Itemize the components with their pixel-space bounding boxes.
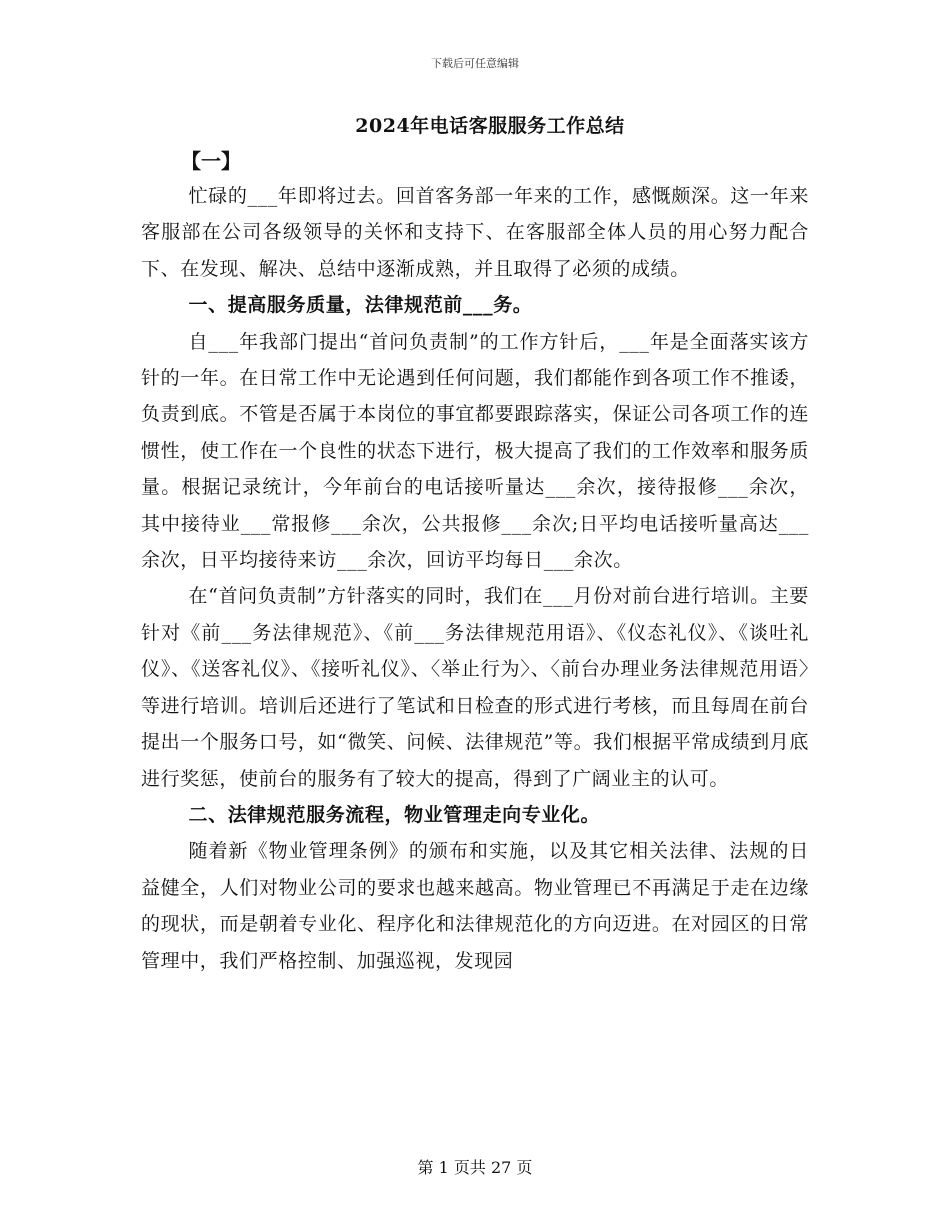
paragraph-service-quality: 自___年我部门提出“首问负责制”的工作方针后，___年是全面落实该方针的一年。在日常工作中无论遇到任何问题，我们都能作到各项工作不推诿，负责到底。不管是否属于本岗位的事宜都要跟踪落实，保证公司各项工作的连惯性，使工作在一个良性的状态下进行，极大提高了我们的工作效率和服务质量。根据记录统计，今年前台的电话接听量达___余次，接待报修___余次，其中接待业___常报修___余次，公共报修___余次;日平均电话接听量高达___余次，日平均接待来访___余次，回访平均每日___余次。 [141,330,809,572]
paragraph-training: 在“首问负责制”方针落实的同时，我们在___月份对前台进行培训。主要针对《前___务法律规范》、《前___务法律规范用语》、《仪态礼仪》、《谈吐礼仪》、《送客礼仪》、《接听礼仪》、〈举止行为〉、〈前台办理业务法律规范用语〉等进行培训。培训后还进行了笔试和日检查的形式进行考核，而且每周在前台提出一个服务口号，如“微笑、问候、法律规范”等。我们根据平常成绩到月底进行奖惩，使前台的服务有了较大的提高，得到了广阔业主的认可。 [141,585,809,790]
section-marker: 【一】 [181,149,241,173]
page-number: 第 1 页共 27 页 [417,1158,533,1177]
section-heading-1: 一、提高服务质量，法律规范前___务。 [188,294,533,317]
page-header-note: 下载后可任意编辑 [431,57,519,70]
paragraph-regulations: 随着新《物业管理条例》的颁布和实施，以及其它相关法律、法规的日益健全，人们对物业公司的要求也越来越高。物业管理已不再满足于走在边缘的现状，而是朝着专业化、程序化和法律规范化的方向迈进。在对园区的日常管理中，我们严格控制、加强巡视，发现园 [141,840,809,972]
document-title: 2024年电话客服服务工作总结 [355,115,625,137]
section-heading-2: 二、法律规范服务流程，物业管理走向专业化。 [188,803,601,826]
document-body [141,110,809,979]
paragraph-intro: 忙碌的___年即将过去。回首客务部一年来的工作，感慨颇深。这一年来客服部在公司各级领导的关怀和支持下、在客服部全体人员的用心努力配合下、在发现、解决、总结中逐渐成熟，并且取得了必须的成绩。 [141,185,809,280]
